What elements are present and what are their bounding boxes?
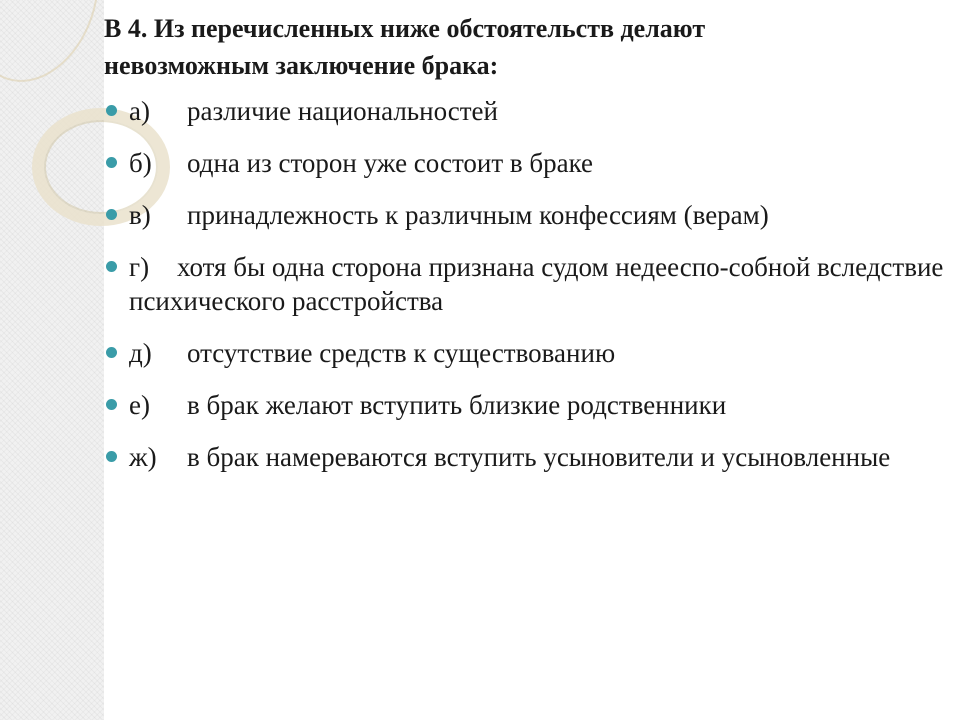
option-marker: ж) xyxy=(129,442,157,472)
question-title xyxy=(104,10,944,84)
bullet-icon xyxy=(106,157,117,168)
option-d xyxy=(104,336,944,370)
option-text: различие национальностей xyxy=(187,96,498,126)
bullet-icon xyxy=(106,399,117,410)
option-text: хотя бы одна сторона признана судом недееспо-собной вследствие психического расстройства xyxy=(129,252,944,316)
option-v xyxy=(104,198,944,232)
option-b xyxy=(104,146,944,180)
option-text: в брак намереваются вступить усыновители и усыновленные xyxy=(187,442,891,472)
option-marker: е) xyxy=(129,390,150,420)
bullet-icon xyxy=(106,261,117,272)
options-list xyxy=(104,94,944,474)
option-text: принадлежность к различным конфессиям (верам) xyxy=(187,200,769,230)
option-marker: д) xyxy=(129,338,152,368)
option-marker: а) xyxy=(129,96,150,126)
option-e xyxy=(104,388,944,422)
option-text: одна из сторон уже состоит в браке xyxy=(187,148,594,178)
option-text: в брак желают вступить близкие родственники xyxy=(187,390,727,420)
option-marker: в) xyxy=(129,200,151,230)
question-title-line2: невозможным заключение брака: xyxy=(104,51,499,80)
option-text: отсутствие средств к существованию xyxy=(187,338,616,368)
option-a xyxy=(104,94,944,128)
option-g xyxy=(104,250,944,318)
slide-content xyxy=(104,10,944,492)
bullet-icon xyxy=(106,451,117,462)
question-title-line1: В 4. Из перечисленных ниже обстоятельств делают xyxy=(104,14,706,43)
bullet-icon xyxy=(106,105,117,116)
option-marker: б) xyxy=(129,148,152,178)
option-zh xyxy=(104,440,944,474)
option-marker: г) xyxy=(129,252,150,282)
bullet-icon xyxy=(106,209,117,220)
bullet-icon xyxy=(106,347,117,358)
